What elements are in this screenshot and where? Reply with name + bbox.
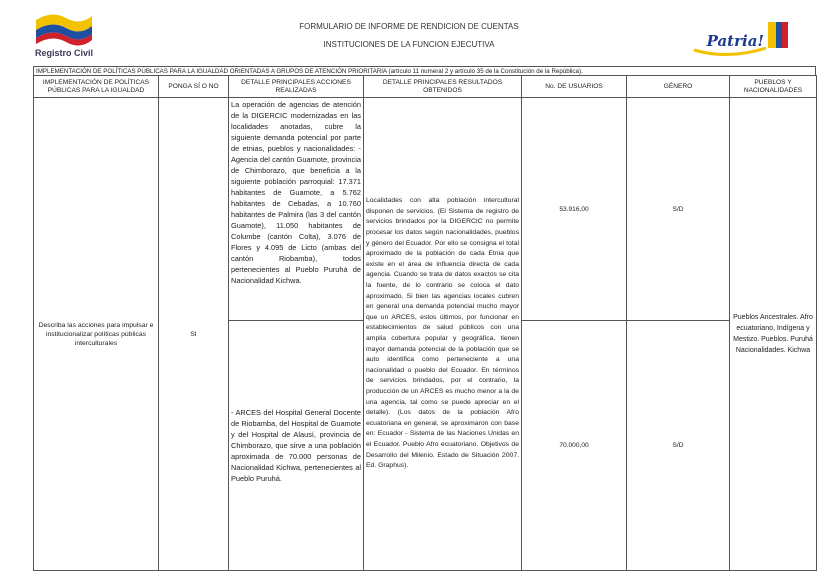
policy-description: Describa las acciones para impulsar e institucionalizar políticas públicas interculturales	[34, 98, 159, 571]
action-arces: - ARCES del Hospital General Docente de Riobamba, del Hospital de Guamote y del Hospital de Alausí, provincia de Chimborazo, que sirve a una población aproximada de 70.000 personas de Nacionalidad Kichwa, pertenecientes al Pueblo Puruhá.	[229, 321, 364, 571]
registro-civil-logo	[24, 8, 104, 66]
users-count-1: 53.916,00	[522, 98, 627, 321]
col-header-actions: DETALLE PRINCIPALES ACCIONES REALIZADAS	[229, 76, 364, 98]
form-subtitle: INSTITUCIONES DE LA FUNCION EJECUTIVA	[323, 40, 495, 49]
logo-left-label: Registro Civil	[34, 48, 93, 58]
form-title: FORMULARIO DE INFORME DE RENDICION DE CUENTAS	[299, 22, 519, 31]
section-header: IMPLEMENTACIÓN DE POLÍTICAS PÚBLICAS PARA LA IGUALDAD ORIENTADAS A GRUPOS DE ATENCIÓN PRIORITARIA (artículo 11 numeral 2 y artículo 35 de la Constitución de la República).	[33, 66, 816, 75]
yes-no-value: SI	[159, 98, 229, 571]
col-header-policies: IMPLEMENTACIÓN DE POLÍTICAS PÚBLICAS PARA LA IGUALDAD	[34, 76, 159, 98]
results-detail: Localidades con alta población intercultural disponen de servicios. (El Sistema de registro de servicios brindados por la DIGERCIC no permite procesar los datos según nacionalidades, pueblos y género del Ecuador. Por ello se consigna el total aproximado de la población de cada Etnia que existe en el área de influencia directa de cada agencia. Cuando se trata de datos exactos se cita la fuente, de lo contrario se coloca el dato aproximado. Si bien las agencias locales cubren en general una demanda potencial mucho mayor que un ARCES, estos últimos, por funcionar en establecimientos de salud públicos con una amplia cobertura popular y geográfica, tienen mayor demanda potencial de la población que se auto identifica como perteneciente a una nacionalidad o pueblo del Ecuador. En términos de servicios brindados, por el contrario, la producción de un ARCES es mucho menor a la de una agencia, tal como se puede apreciar en el detalle). (Los datos de la población Afro ecuatoriana en general, se aproximaron con base en: Ecuador - Sistema de las Naciones Unidas en el Ecuador. Pueblo Afro ecuatoriano. Objetivos de Desarrollo del Milenio. Estado de Situación 2007. Ed. Graphus).	[364, 98, 522, 571]
table-row	[34, 98, 817, 321]
col-header-results: DETALLE PRINCIPALES RESULTADOS OBTENIDOS	[364, 76, 522, 98]
peoples-nationalities: Pueblos Ancestrales. Afro ecuatoriano, Indígena y Mestizo. Pueblos. Puruhá Nacionalidades. Kichwa	[730, 98, 817, 571]
col-header-gender: GÉNERO	[627, 76, 730, 98]
gender-2: S/D	[627, 321, 730, 571]
action-agencies: La operación de agencias de atención de la DIGERCIC modernizadas en las localidades anotadas, cubre la siguiente demanda potencial por parte de etnias, pueblos y nacionalidades: - Agencia del cantón Guamote, provincia de Chimborazo, que beneficia a la siguiente población parroquial: 17.371 habitantes de Guamote, a 5.762 habitantes de Cebadas, a 10.760 habitantes de Palmira (las 3 del cantón Guamote), 11.050 habitantes de Columbe (cantón Colta), 3.076 de Flores y 4.095 de Licto (ambas del cantón Riobamba), todos pertenecientes al Pueblo Puruhá de Nacionalidad Kichwa.	[229, 98, 364, 321]
gender-1: S/D	[627, 98, 730, 321]
patria-logo	[688, 10, 798, 62]
logo-right-label: Patria!	[706, 32, 764, 50]
users-count-2: 70.000,00	[522, 321, 627, 571]
policies-table	[33, 75, 817, 571]
table-header-row	[34, 76, 817, 98]
col-header-yes-no: PONGA SÍ O NO	[159, 76, 229, 98]
col-header-peoples: PUEBLOS Y NACIONALIDADES	[730, 76, 817, 98]
col-header-users: No. DE USUARIOS	[522, 76, 627, 98]
